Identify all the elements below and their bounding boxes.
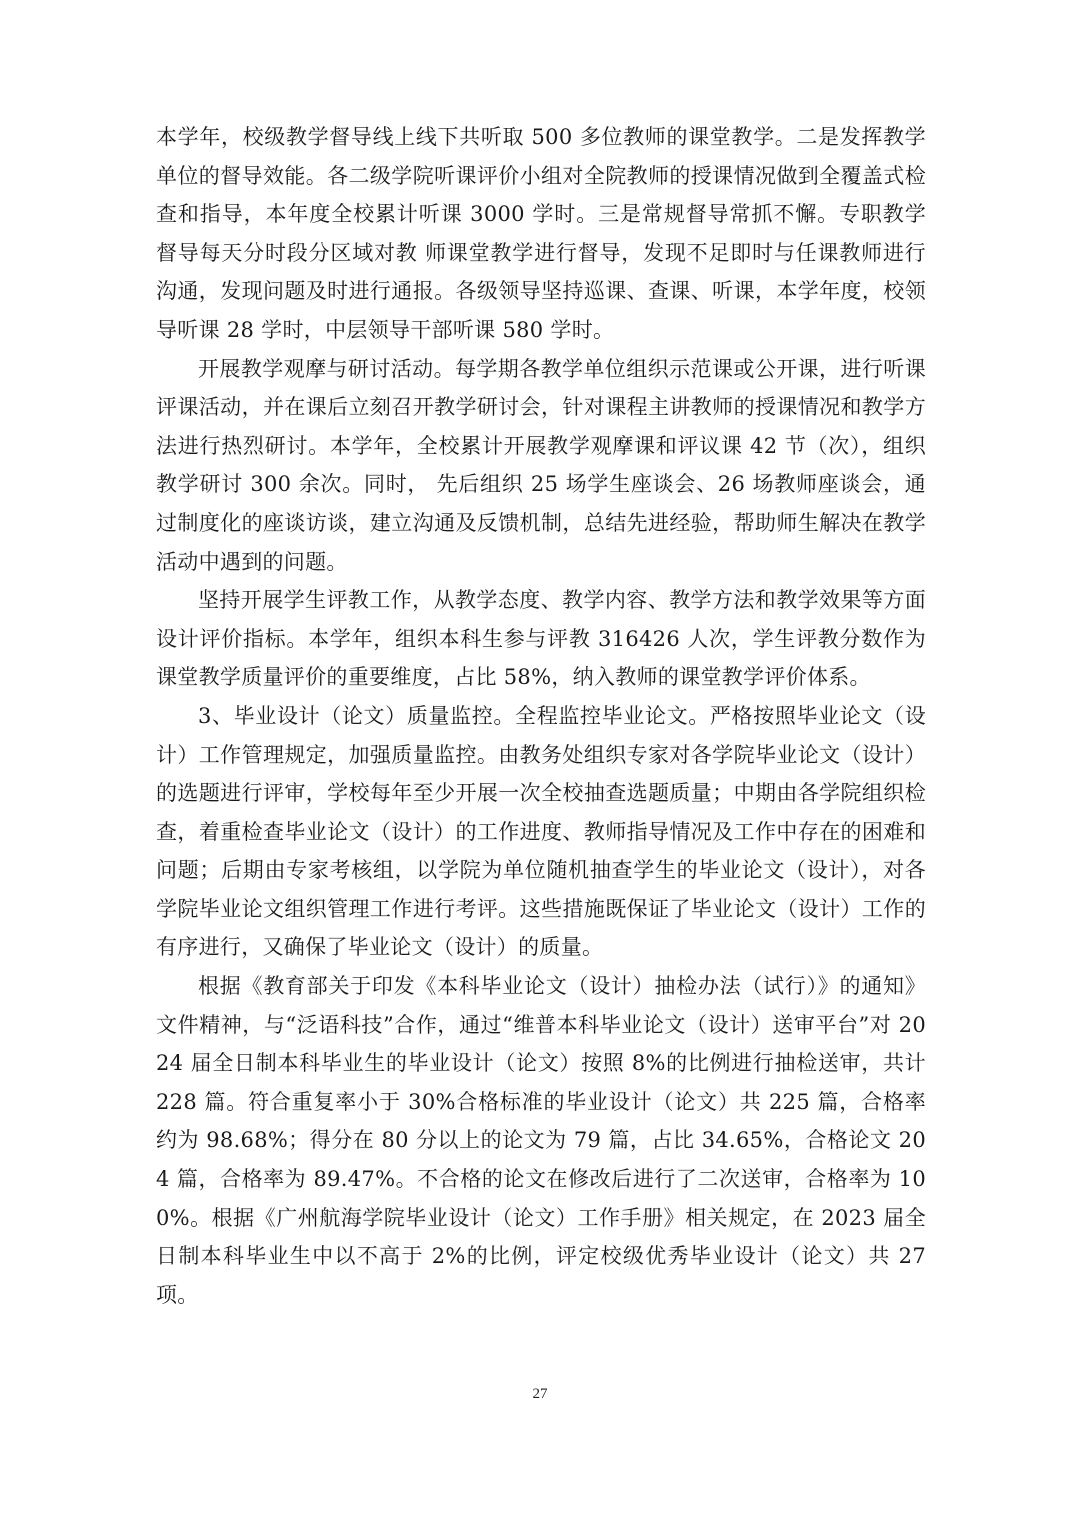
- page-number: 27: [532, 1386, 548, 1402]
- paragraph-thesis-quality-monitoring: 3、毕业设计（论文）质量监控。全程监控毕业论文。严格按照毕业论文（设计）工作管理规定，加强质量监控。由教务处组织专家对各学院毕业论文（设计）的选题进行评审，学校每年至少开展一次全校抽查选题质量；中期由各学院组织检查，着重检查毕业论文（设计）的工作进度、教师指导情况及工作中存在的困难和问题；后期由专家考核组，以学院为单位随机抽查学生的毕业论文（设计），对各学院毕业论文组织管理工作进行考评。这些措施既保证了毕业论文（设计）工作的有序进行，又确保了毕业论文（设计）的质量。: [156, 703, 926, 960]
- body-text: [156, 118, 926, 1314]
- paragraph-student-evaluation: 坚持开展学生评教工作，从教学态度、教学内容、教学方法和教学效果等方面设计评价指标。本学年，组织本科生参与评教 316426 人次，学生评教分数作为课堂教学质量评价的重要维度，占比 58%，纳入教师的课堂教学评价体系。: [156, 588, 926, 690]
- paragraph-thesis-spot-check: 根据《教育部关于印发《本科毕业论文（设计）抽检办法（试行）》的通知》文件精神，与“泛语科技”合作，通过“维普本科毕业论文（设计）送审平台”对 2024 届全日制本科毕业生的毕业设计（论文）按照 8%的比例进行抽检送审，共计 228 篇。符合重复率小于 30%合格标准的毕业设计（论文）共 225 篇，合格率约为 98.68%；得分在 80 分以上的论文为 79 篇，占比 34.65%，合格论文 204 篇，合格率为 89.47%。不合格的论文在修改后进行了二次送审，合格率为 100%。根据《广州航海学院毕业设计（论文）工作手册》相关规定，在 2023 届全日制本科毕业生中以不高于 2%的比例，评定校级优秀毕业设计（论文）共 27 项。: [156, 974, 926, 1307]
- paragraph-teaching-observation: 开展教学观摩与研讨活动。每学期各教学单位组织示范课或公开课，进行听课评课活动，并在课后立刻召开教学研讨会，针对课程主讲教师的授课情况和教学方法进行热烈研讨。本学年，全校累计开展教学观摩课和评议课 42 节（次），组织教学研讨 300 余次。同时， 先后组织 25 场学生座谈会、26 场教师座谈会，通过制度化的座谈访谈，建立沟通及反馈机制，总结先进经验，帮助师生解决在教学活动中遇到的问题。: [156, 356, 926, 574]
- paragraph-supervision-continued: 本学年，校级教学督导线上线下共听取 500 多位教师的课堂教学。二是发挥教学单位的督导效能。各二级学院听课评价小组对全院教师的授课情况做到全覆盖式检查和指导，本年度全校累计听课 3000 学时。三是常规督导常抓不懈。专职教学督导每天分时段分区域对教 师课堂教学进行督导，发现不足即时与任课教师进行沟通，发现问题及时进行通报。各级领导坚持巡课、查课、听课，本学年度，校领导听课 28 学时，中层领导干部听课 580 学时。: [156, 125, 926, 342]
